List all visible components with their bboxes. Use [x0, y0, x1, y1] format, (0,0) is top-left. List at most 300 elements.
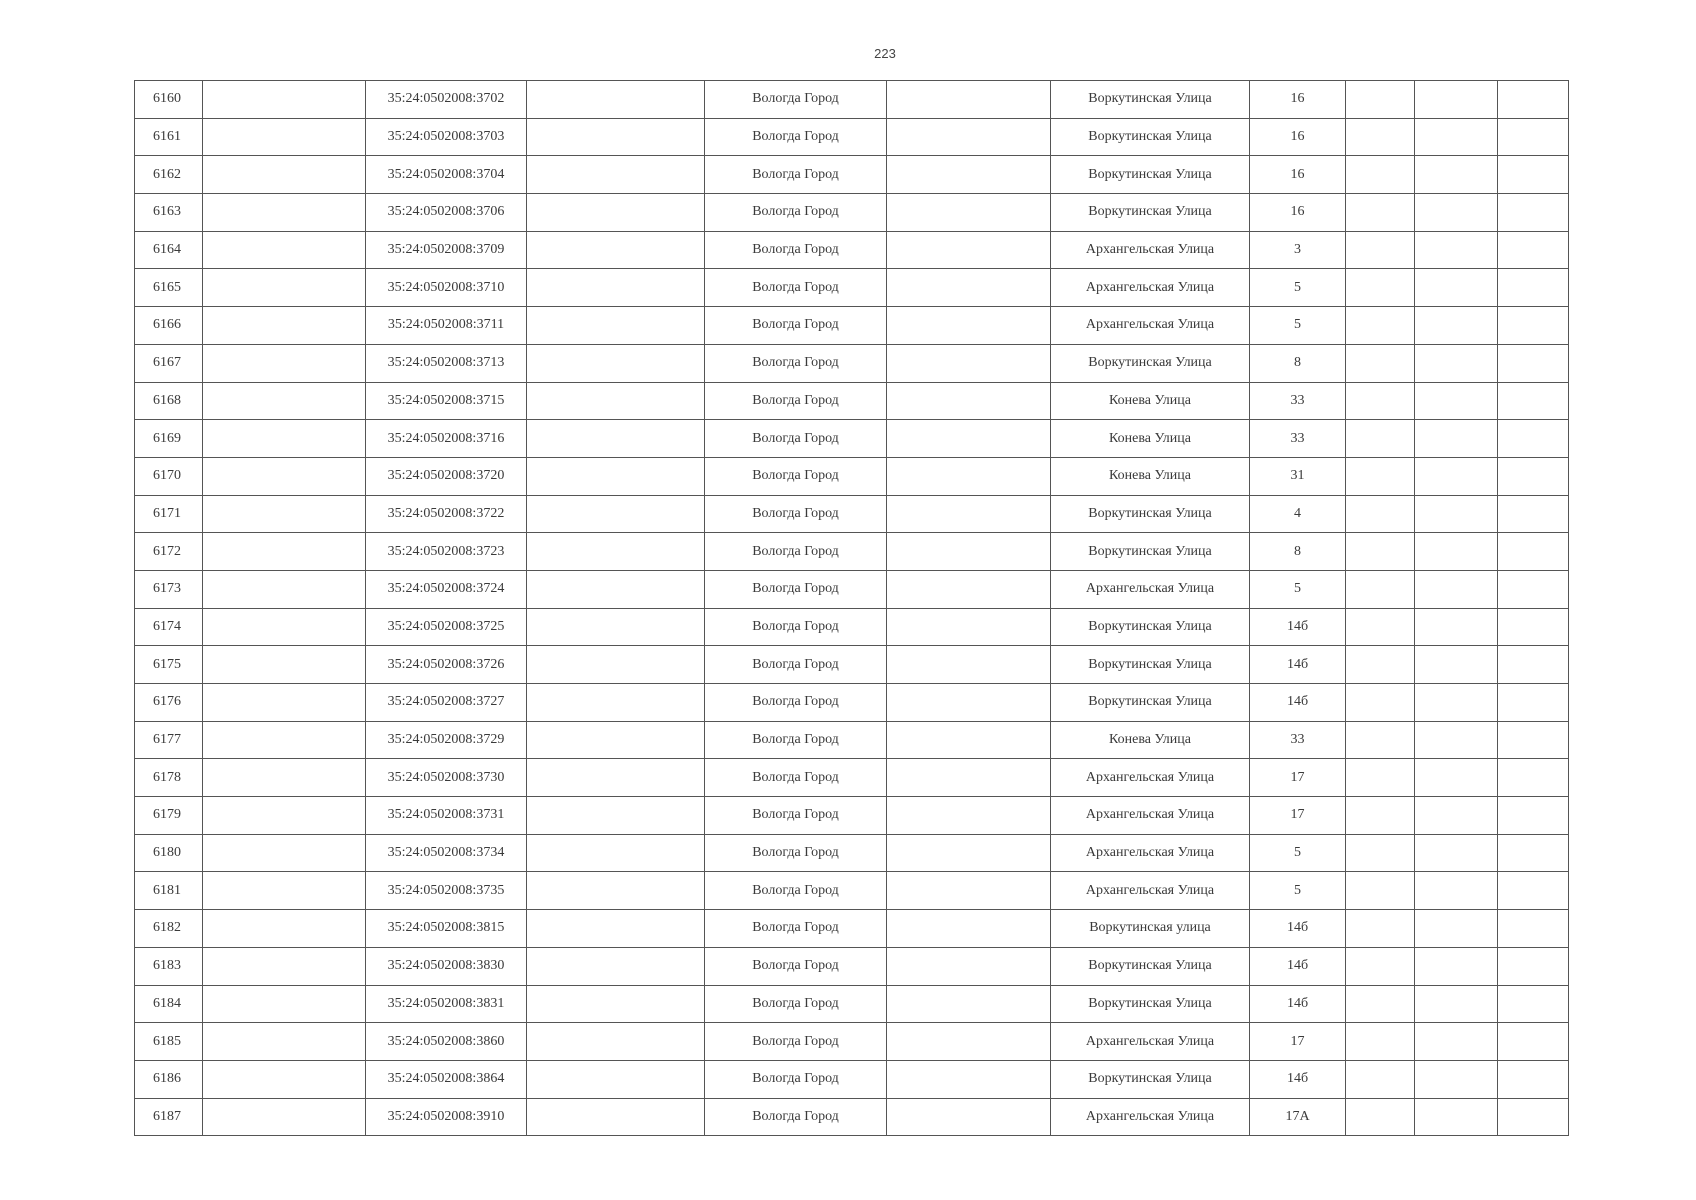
empty-cell [1498, 420, 1569, 458]
empty-cell [1498, 1098, 1569, 1136]
empty-cell [203, 231, 366, 269]
cadastral-number-cell: 35:24:0502008:3727 [366, 684, 527, 722]
street-cell: Архангельская Улица [1051, 307, 1250, 345]
row-number-cell: 6172 [135, 533, 203, 571]
row-number-cell: 6163 [135, 194, 203, 232]
street-cell: Воркутинская Улица [1051, 646, 1250, 684]
house-number-cell: 14б [1250, 646, 1346, 684]
empty-cell [1415, 533, 1498, 571]
street-cell: Воркутинская Улица [1051, 156, 1250, 194]
empty-cell [527, 457, 705, 495]
empty-cell [887, 684, 1051, 722]
house-number-cell: 31 [1250, 457, 1346, 495]
cadastral-number-cell: 35:24:0502008:3724 [366, 570, 527, 608]
empty-cell [1415, 457, 1498, 495]
empty-cell [887, 721, 1051, 759]
row-number-cell: 6170 [135, 457, 203, 495]
empty-cell [203, 947, 366, 985]
row-number-cell: 6177 [135, 721, 203, 759]
row-number-cell: 6160 [135, 81, 203, 119]
empty-cell [1346, 533, 1415, 571]
empty-cell [203, 81, 366, 119]
empty-cell [527, 1023, 705, 1061]
empty-cell [203, 570, 366, 608]
empty-cell [527, 872, 705, 910]
row-number-cell: 6187 [135, 1098, 203, 1136]
empty-cell [203, 684, 366, 722]
city-cell: Вологда Город [705, 608, 887, 646]
cadastral-number-cell: 35:24:0502008:3910 [366, 1098, 527, 1136]
street-cell: Архангельская Улица [1051, 872, 1250, 910]
street-cell: Воркутинская Улица [1051, 118, 1250, 156]
street-cell: Конева Улица [1051, 382, 1250, 420]
empty-cell [1346, 646, 1415, 684]
page-number: 223 [874, 46, 896, 61]
street-cell: Воркутинская Улица [1051, 684, 1250, 722]
table-row [135, 457, 1569, 495]
row-number-cell: 6182 [135, 910, 203, 948]
row-number-cell: 6184 [135, 985, 203, 1023]
table-row [135, 307, 1569, 345]
empty-cell [1415, 344, 1498, 382]
table-row [135, 1098, 1569, 1136]
empty-cell [203, 269, 366, 307]
empty-cell [887, 910, 1051, 948]
empty-cell [1415, 608, 1498, 646]
empty-cell [887, 307, 1051, 345]
cadastral-number-cell: 35:24:0502008:3709 [366, 231, 527, 269]
empty-cell [1498, 307, 1569, 345]
cadastral-number-cell: 35:24:0502008:3734 [366, 834, 527, 872]
house-number-cell: 14б [1250, 684, 1346, 722]
table-row [135, 1023, 1569, 1061]
empty-cell [1415, 872, 1498, 910]
cadastral-number-cell: 35:24:0502008:3710 [366, 269, 527, 307]
street-cell: Архангельская Улица [1051, 1023, 1250, 1061]
empty-cell [1415, 759, 1498, 797]
house-number-cell: 17 [1250, 797, 1346, 835]
empty-cell [203, 344, 366, 382]
cadastral-number-cell: 35:24:0502008:3726 [366, 646, 527, 684]
empty-cell [1498, 872, 1569, 910]
empty-cell [887, 1060, 1051, 1098]
table-row [135, 382, 1569, 420]
table-row [135, 721, 1569, 759]
cadastral-number-cell: 35:24:0502008:3731 [366, 797, 527, 835]
cadastral-number-cell: 35:24:0502008:3725 [366, 608, 527, 646]
empty-cell [887, 420, 1051, 458]
empty-cell [1346, 985, 1415, 1023]
cadastral-number-cell: 35:24:0502008:3711 [366, 307, 527, 345]
table-row [135, 910, 1569, 948]
empty-cell [527, 910, 705, 948]
street-cell: Архангельская Улица [1051, 759, 1250, 797]
city-cell: Вологда Город [705, 910, 887, 948]
street-cell: Воркутинская улица [1051, 910, 1250, 948]
house-number-cell: 17 [1250, 1023, 1346, 1061]
empty-cell [1415, 1098, 1498, 1136]
cadastral-number-cell: 35:24:0502008:3729 [366, 721, 527, 759]
empty-cell [1415, 81, 1498, 119]
cadastral-number-cell: 35:24:0502008:3735 [366, 872, 527, 910]
empty-cell [1346, 344, 1415, 382]
city-cell: Вологда Город [705, 721, 887, 759]
empty-cell [203, 382, 366, 420]
table-row [135, 420, 1569, 458]
table-row [135, 947, 1569, 985]
city-cell: Вологда Город [705, 759, 887, 797]
empty-cell [1498, 269, 1569, 307]
empty-cell [1346, 382, 1415, 420]
empty-cell [1415, 420, 1498, 458]
empty-cell [527, 382, 705, 420]
empty-cell [527, 269, 705, 307]
row-number-cell: 6185 [135, 1023, 203, 1061]
city-cell: Вологда Город [705, 872, 887, 910]
cadastral-number-cell: 35:24:0502008:3702 [366, 81, 527, 119]
house-number-cell: 16 [1250, 194, 1346, 232]
empty-cell [1498, 721, 1569, 759]
empty-cell [527, 947, 705, 985]
city-cell: Вологда Город [705, 344, 887, 382]
table-row [135, 872, 1569, 910]
empty-cell [1346, 872, 1415, 910]
empty-cell [1415, 646, 1498, 684]
city-cell: Вологда Город [705, 533, 887, 571]
empty-cell [887, 646, 1051, 684]
empty-cell [203, 834, 366, 872]
city-cell: Вологда Город [705, 420, 887, 458]
table-row [135, 194, 1569, 232]
street-cell: Воркутинская Улица [1051, 947, 1250, 985]
empty-cell [203, 1023, 366, 1061]
empty-cell [203, 420, 366, 458]
empty-cell [203, 1060, 366, 1098]
empty-cell [887, 1098, 1051, 1136]
cadastral-number-cell: 35:24:0502008:3716 [366, 420, 527, 458]
empty-cell [1346, 307, 1415, 345]
city-cell: Вологда Город [705, 194, 887, 232]
house-number-cell: 33 [1250, 721, 1346, 759]
empty-cell [527, 646, 705, 684]
empty-cell [1346, 1023, 1415, 1061]
house-number-cell: 8 [1250, 344, 1346, 382]
empty-cell [1498, 344, 1569, 382]
empty-cell [1498, 910, 1569, 948]
cadastral-number-cell: 35:24:0502008:3730 [366, 759, 527, 797]
cadastral-number-cell: 35:24:0502008:3704 [366, 156, 527, 194]
street-cell: Воркутинская Улица [1051, 495, 1250, 533]
empty-cell [1498, 1060, 1569, 1098]
table-row [135, 570, 1569, 608]
empty-cell [1346, 797, 1415, 835]
empty-cell [203, 872, 366, 910]
house-number-cell: 16 [1250, 118, 1346, 156]
city-cell: Вологда Город [705, 646, 887, 684]
empty-cell [527, 721, 705, 759]
empty-cell [887, 947, 1051, 985]
street-cell: Архангельская Улица [1051, 269, 1250, 307]
street-cell: Воркутинская Улица [1051, 344, 1250, 382]
cadastral-number-cell: 35:24:0502008:3715 [366, 382, 527, 420]
table-row [135, 985, 1569, 1023]
empty-cell [1498, 533, 1569, 571]
empty-cell [1415, 194, 1498, 232]
table-row [135, 759, 1569, 797]
street-cell: Воркутинская Улица [1051, 1060, 1250, 1098]
house-number-cell: 16 [1250, 156, 1346, 194]
row-number-cell: 6181 [135, 872, 203, 910]
empty-cell [1498, 797, 1569, 835]
city-cell: Вологда Город [705, 1023, 887, 1061]
empty-cell [203, 156, 366, 194]
empty-cell [1346, 684, 1415, 722]
street-cell: Воркутинская Улица [1051, 533, 1250, 571]
row-number-cell: 6169 [135, 420, 203, 458]
empty-cell [1498, 759, 1569, 797]
city-cell: Вологда Город [705, 1098, 887, 1136]
empty-cell [203, 307, 366, 345]
empty-cell [1498, 81, 1569, 119]
empty-cell [887, 1023, 1051, 1061]
house-number-cell: 14б [1250, 1060, 1346, 1098]
cadastral-number-cell: 35:24:0502008:3723 [366, 533, 527, 571]
empty-cell [527, 570, 705, 608]
street-cell: Воркутинская Улица [1051, 81, 1250, 119]
empty-cell [1415, 1060, 1498, 1098]
city-cell: Вологда Город [705, 118, 887, 156]
empty-cell [527, 420, 705, 458]
table-row [135, 269, 1569, 307]
table-row [135, 834, 1569, 872]
empty-cell [203, 118, 366, 156]
house-number-cell: 16 [1250, 81, 1346, 119]
house-number-cell: 5 [1250, 307, 1346, 345]
empty-cell [1346, 910, 1415, 948]
cadastral-number-cell: 35:24:0502008:3722 [366, 495, 527, 533]
city-cell: Вологда Город [705, 797, 887, 835]
city-cell: Вологда Город [705, 156, 887, 194]
empty-cell [1415, 118, 1498, 156]
empty-cell [1415, 834, 1498, 872]
house-number-cell: 17А [1250, 1098, 1346, 1136]
empty-cell [527, 231, 705, 269]
cadastral-number-cell: 35:24:0502008:3830 [366, 947, 527, 985]
empty-cell [527, 81, 705, 119]
registry-table [134, 80, 1569, 1136]
empty-cell [887, 495, 1051, 533]
cadastral-number-cell: 35:24:0502008:3703 [366, 118, 527, 156]
empty-cell [1415, 1023, 1498, 1061]
house-number-cell: 5 [1250, 834, 1346, 872]
empty-cell [203, 533, 366, 571]
empty-cell [887, 872, 1051, 910]
empty-cell [203, 1098, 366, 1136]
empty-cell [1498, 194, 1569, 232]
empty-cell [527, 1098, 705, 1136]
empty-cell [1346, 81, 1415, 119]
empty-cell [527, 985, 705, 1023]
empty-cell [1415, 947, 1498, 985]
empty-cell [1346, 118, 1415, 156]
empty-cell [527, 608, 705, 646]
house-number-cell: 3 [1250, 231, 1346, 269]
empty-cell [527, 834, 705, 872]
empty-cell [1415, 684, 1498, 722]
empty-cell [1498, 382, 1569, 420]
empty-cell [527, 797, 705, 835]
table-row [135, 797, 1569, 835]
table-row [135, 156, 1569, 194]
empty-cell [203, 759, 366, 797]
registry-body [135, 81, 1569, 1136]
empty-cell [1346, 1098, 1415, 1136]
street-cell: Архангельская Улица [1051, 1098, 1250, 1136]
house-number-cell: 14б [1250, 947, 1346, 985]
table-row [135, 118, 1569, 156]
empty-cell [1346, 947, 1415, 985]
row-number-cell: 6186 [135, 1060, 203, 1098]
house-number-cell: 33 [1250, 382, 1346, 420]
row-number-cell: 6162 [135, 156, 203, 194]
empty-cell [1346, 194, 1415, 232]
city-cell: Вологда Город [705, 570, 887, 608]
city-cell: Вологда Город [705, 269, 887, 307]
cadastral-number-cell: 35:24:0502008:3860 [366, 1023, 527, 1061]
cadastral-number-cell: 35:24:0502008:3720 [366, 457, 527, 495]
street-cell: Воркутинская Улица [1051, 608, 1250, 646]
table-row [135, 344, 1569, 382]
house-number-cell: 8 [1250, 533, 1346, 571]
house-number-cell: 5 [1250, 269, 1346, 307]
street-cell: Архангельская Улица [1051, 231, 1250, 269]
row-number-cell: 6183 [135, 947, 203, 985]
empty-cell [527, 194, 705, 232]
street-cell: Конева Улица [1051, 721, 1250, 759]
empty-cell [1346, 269, 1415, 307]
empty-cell [887, 570, 1051, 608]
table-row [135, 1060, 1569, 1098]
street-cell: Воркутинская Улица [1051, 985, 1250, 1023]
empty-cell [887, 834, 1051, 872]
empty-cell [887, 344, 1051, 382]
empty-cell [1346, 420, 1415, 458]
empty-cell [1498, 457, 1569, 495]
house-number-cell: 14б [1250, 985, 1346, 1023]
empty-cell [1415, 156, 1498, 194]
street-cell: Архангельская Улица [1051, 834, 1250, 872]
empty-cell [527, 307, 705, 345]
table-row [135, 684, 1569, 722]
empty-cell [1498, 495, 1569, 533]
empty-cell [887, 81, 1051, 119]
empty-cell [527, 156, 705, 194]
empty-cell [1346, 156, 1415, 194]
empty-cell [1498, 1023, 1569, 1061]
empty-cell [1498, 646, 1569, 684]
empty-cell [203, 910, 366, 948]
empty-cell [203, 797, 366, 835]
empty-cell [527, 533, 705, 571]
street-cell: Конева Улица [1051, 420, 1250, 458]
table-row [135, 231, 1569, 269]
empty-cell [887, 194, 1051, 232]
empty-cell [887, 156, 1051, 194]
table-row [135, 646, 1569, 684]
empty-cell [203, 721, 366, 759]
city-cell: Вологда Город [705, 495, 887, 533]
empty-cell [203, 457, 366, 495]
empty-cell [527, 495, 705, 533]
empty-cell [887, 269, 1051, 307]
empty-cell [1415, 570, 1498, 608]
empty-cell [527, 759, 705, 797]
row-number-cell: 6173 [135, 570, 203, 608]
row-number-cell: 6180 [135, 834, 203, 872]
house-number-cell: 33 [1250, 420, 1346, 458]
empty-cell [1415, 721, 1498, 759]
empty-cell [887, 608, 1051, 646]
city-cell: Вологда Город [705, 684, 887, 722]
empty-cell [527, 684, 705, 722]
empty-cell [1415, 231, 1498, 269]
empty-cell [887, 533, 1051, 571]
row-number-cell: 6175 [135, 646, 203, 684]
empty-cell [887, 985, 1051, 1023]
empty-cell [203, 646, 366, 684]
row-number-cell: 6171 [135, 495, 203, 533]
street-cell: Архангельская Улица [1051, 797, 1250, 835]
empty-cell [887, 457, 1051, 495]
empty-cell [1498, 608, 1569, 646]
empty-cell [1346, 834, 1415, 872]
empty-cell [1415, 269, 1498, 307]
cadastral-number-cell: 35:24:0502008:3706 [366, 194, 527, 232]
table-row [135, 81, 1569, 119]
cadastral-number-cell: 35:24:0502008:3831 [366, 985, 527, 1023]
empty-cell [1415, 797, 1498, 835]
row-number-cell: 6168 [135, 382, 203, 420]
street-cell: Архангельская Улица [1051, 570, 1250, 608]
row-number-cell: 6174 [135, 608, 203, 646]
empty-cell [1346, 721, 1415, 759]
empty-cell [1498, 231, 1569, 269]
house-number-cell: 5 [1250, 570, 1346, 608]
house-number-cell: 14б [1250, 608, 1346, 646]
empty-cell [1415, 910, 1498, 948]
city-cell: Вологда Город [705, 834, 887, 872]
city-cell: Вологда Город [705, 1060, 887, 1098]
street-cell: Конева Улица [1051, 457, 1250, 495]
row-number-cell: 6166 [135, 307, 203, 345]
empty-cell [203, 495, 366, 533]
row-number-cell: 6165 [135, 269, 203, 307]
empty-cell [1346, 1060, 1415, 1098]
empty-cell [527, 1060, 705, 1098]
city-cell: Вологда Город [705, 457, 887, 495]
empty-cell [527, 118, 705, 156]
house-number-cell: 14б [1250, 910, 1346, 948]
empty-cell [527, 344, 705, 382]
row-number-cell: 6178 [135, 759, 203, 797]
empty-cell [1346, 570, 1415, 608]
empty-cell [887, 759, 1051, 797]
empty-cell [1346, 457, 1415, 495]
row-number-cell: 6164 [135, 231, 203, 269]
table-row [135, 533, 1569, 571]
row-number-cell: 6167 [135, 344, 203, 382]
empty-cell [203, 608, 366, 646]
